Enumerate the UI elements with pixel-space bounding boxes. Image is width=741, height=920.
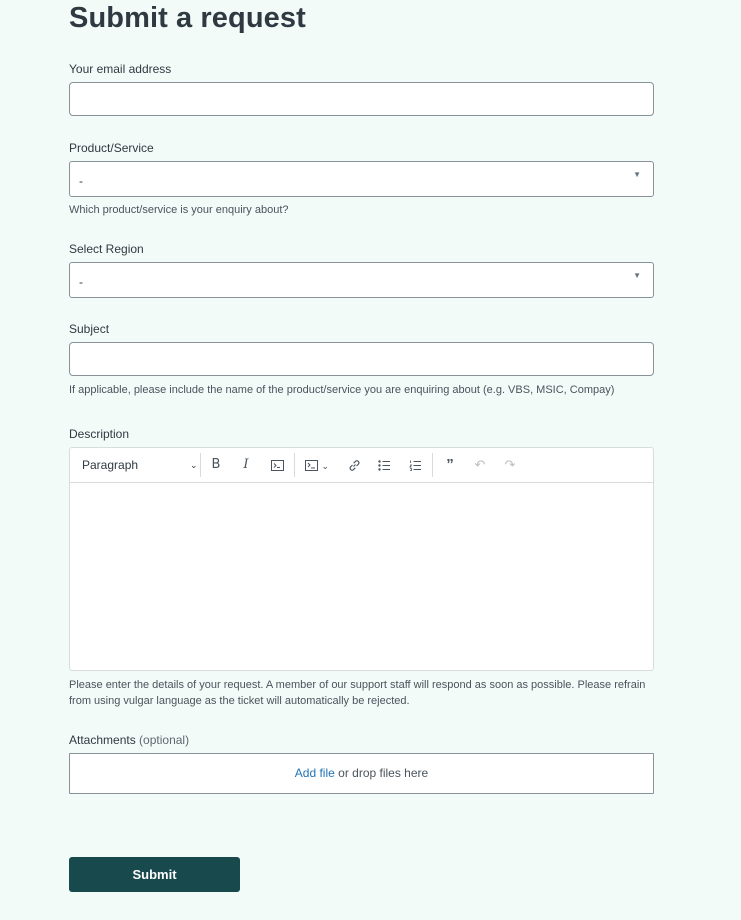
bulleted-list-icon[interactable]: [374, 448, 394, 482]
code-icon[interactable]: [267, 448, 287, 482]
subject-hint: If applicable, please include the name of the product/service you are enquiring about (e.g. VBS, MSIC, Compay): [69, 384, 615, 396]
product-select-value: -: [79, 174, 83, 188]
toolbar-divider: [432, 453, 433, 477]
subject-field[interactable]: [69, 342, 654, 376]
toolbar-divider: [294, 453, 295, 477]
attachments-label: [69, 733, 189, 747]
email-field[interactable]: [69, 82, 654, 116]
email-label: Your email address: [69, 62, 172, 76]
optional-tag: (optional): [139, 733, 190, 747]
drop-files-text: or drop files here: [334, 766, 429, 780]
block-format-value: Paragraph: [82, 458, 139, 472]
bold-icon[interactable]: B: [211, 457, 221, 472]
region-select-value: -: [79, 275, 83, 289]
attachment-dropzone[interactable]: [69, 753, 654, 794]
redo-icon[interactable]: ↷: [504, 457, 516, 472]
region-select[interactable]: [69, 262, 654, 298]
toolbar-divider: [200, 453, 201, 477]
description-editor: [69, 447, 654, 671]
product-hint: Which product/service is your enquiry about?: [69, 204, 289, 216]
italic-icon[interactable]: I: [243, 457, 249, 472]
page-title: Submit a request: [69, 2, 306, 34]
subject-label: Subject: [69, 322, 110, 336]
numbered-list-icon[interactable]: [405, 448, 425, 482]
attachments-label-text: Attachments: [69, 733, 136, 747]
undo-icon[interactable]: ↶: [474, 457, 486, 472]
product-select[interactable]: [69, 161, 654, 197]
block-format-dropdown[interactable]: [82, 448, 198, 482]
editor-toolbar: [70, 448, 653, 483]
caret-down-icon: ▼: [633, 170, 641, 179]
code-block-icon[interactable]: ⌄: [302, 448, 332, 482]
quote-icon[interactable]: ”: [446, 456, 454, 473]
add-file-link[interactable]: Add file: [294, 766, 335, 780]
submit-button[interactable]: Submit: [69, 857, 240, 892]
description-label: Description: [69, 427, 130, 441]
link-icon[interactable]: [344, 448, 364, 482]
region-label: Select Region: [69, 242, 144, 256]
product-label: Product/Service: [69, 141, 154, 155]
description-textarea[interactable]: [70, 483, 653, 670]
description-hint: Please enter the details of your request. A member of our support staff will respond as soon as possible. Please refrain from using vulgar language as the ticket will automatically be rejected.: [69, 679, 646, 707]
caret-down-icon: ▼: [633, 271, 641, 280]
chevron-down-icon: ⌄: [190, 460, 198, 470]
